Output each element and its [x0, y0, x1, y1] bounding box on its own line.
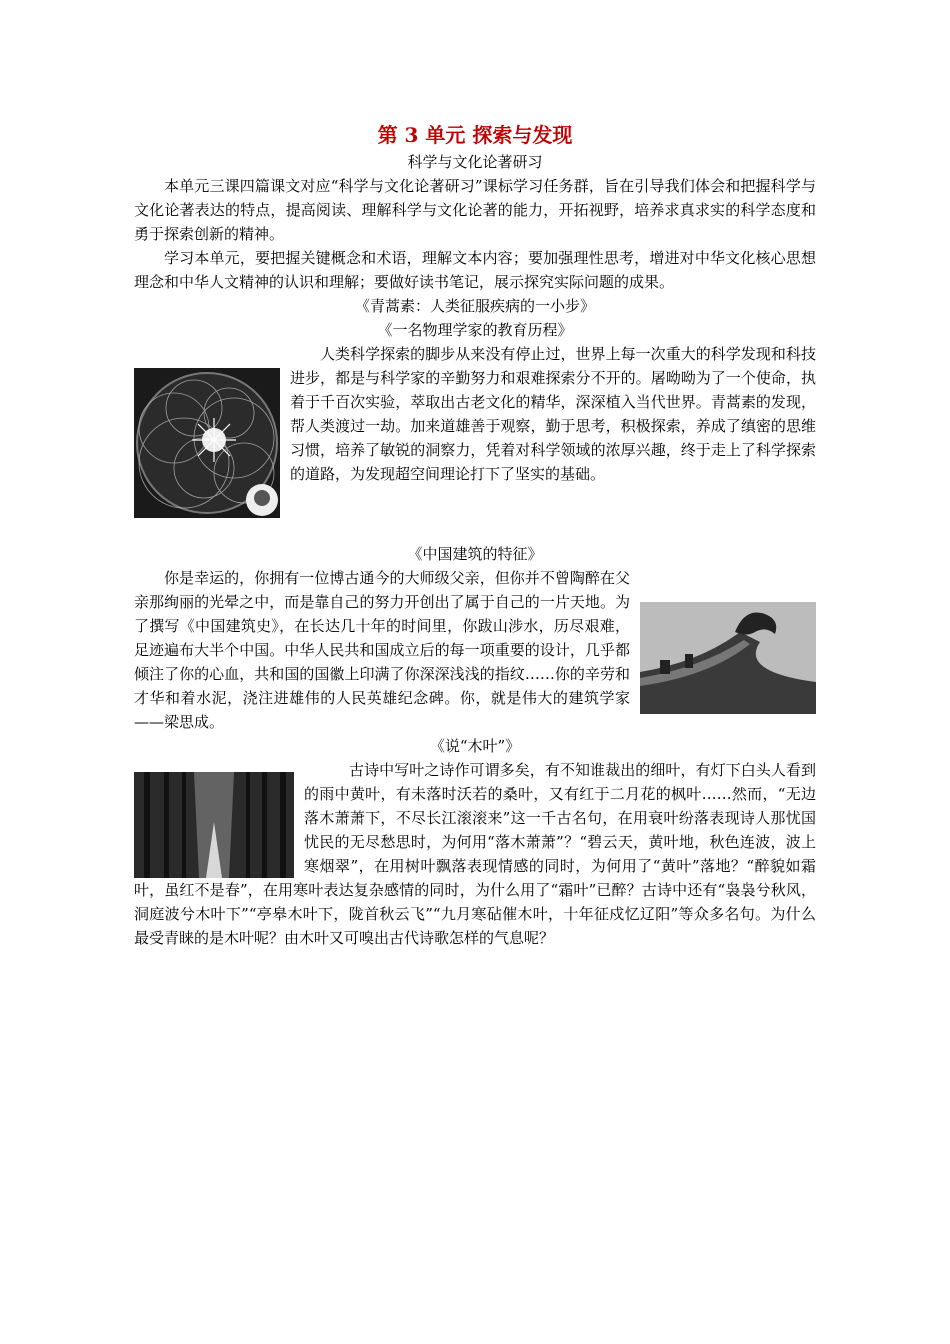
subtitle: 科学与文化论著研习 — [407, 153, 543, 171]
section3-body — [134, 758, 816, 950]
intro-paragraph-1: 本单元三课四篇课文对应“科学与文化论著研习”课标学习任务群，旨在引导我们体会和把握科学与文化论著表达的特点，提高阅读、理解科学与文化论著的能力，开拓视野，培养求真求实的科学态度和勇于探索创新的精神。 — [134, 177, 816, 243]
section1-title-2: 《一名物理学家的教育历程》 — [377, 321, 573, 339]
section3-title: 《说“木叶”》 — [429, 737, 521, 755]
forest-road-image — [134, 772, 294, 878]
section1-body — [134, 342, 816, 518]
intro-paragraph-2: 学习本单元，要把握关键概念和术语，理解文本内容；要加强理性思考，增进对中华文化核心思想理念和中华人文精神的认识和理解；要做好读书笔记，展示探究实际问题的成果。 — [134, 249, 816, 291]
particle-tracks-image — [134, 368, 280, 518]
section1-title-1: 《青蒿素：人类征服疾病的一小步》 — [354, 297, 595, 315]
unit-title: 第 3 单元 探索与发现 — [377, 123, 573, 147]
section2-paragraph: 你是幸运的，你拥有一位博古通今的大师级父亲，但你并不曾陶醉在父亲那绚丽的光晕之中，而是靠自己的努力开创出了属于自己的一片天地。为了撰写《中国建筑史》，在长达几十年的时间里，你跋山涉水，历尽艰难，足迹遍布大半个中国。中华人民共和国成立后的每一项重要的设计，几乎都倾注了你的心血，共和国的国徽上印满了你深深浅浅的指纹……你的辛劳和才华和着水泥，浇注进雄伟的人民英雄纪念碑。你，就是伟大的建筑学家——梁思成。 — [134, 569, 630, 731]
section3-paragraph: 古诗中写叶之诗作可谓多矣，有不知谁裁出的细叶，有灯下白头人看到的雨中黄叶，有未落时沃若的桑叶，又有红于二月花的枫叶……然而，“无边落木萧萧下，不尽长江滚滚来”这一千古名句，在用衰叶纷落表现诗人那忧国忧民的无尽愁思时，为何用“落木萧萧”？“碧云天，黄叶地，秋色连波，波上寒烟翠”，在用树叶飘落表现情感的同时，为何用了“黄叶”落地？“醉貌如霜叶，虽红不是春”，在用寒叶表达复杂感情的同时，为什么用了“霜叶”已醉？古诗中还有“袅袅兮秋风，洞庭波兮木叶下”“亭皋木叶下，陇首秋云飞”“九月寒砧催木叶，十年征戍忆辽阳”等众多名句。为什么最受青睐的是木叶呢？由木叶又可嗅出古代诗歌怎样的气息呢？ — [134, 761, 816, 947]
section1-paragraph: 人类科学探索的脚步从来没有停止过，世界上每一次重大的科学发现和科技进步，都是与科学家的辛勤努力和艰难探索分不开的。屠呦呦为了一个使命，执着于千百次实验，萃取出古老文化的精华，深深植入当代世界。青蒿素的发现，帮人类渡过一劫。加来道雄善于观察，勤于思考，积极探索，养成了缜密的思维习惯，培养了敏锐的洞察力，凭着对科学领域的浓厚兴趣，终于走上了科学探索的道路，为发现超空间理论打下了坚实的基础。 — [290, 345, 816, 483]
section2-title: 《中国建筑的特征》 — [407, 545, 543, 563]
chinese-roof-image — [640, 602, 816, 714]
section2-body — [134, 566, 816, 734]
document-page — [134, 120, 816, 950]
